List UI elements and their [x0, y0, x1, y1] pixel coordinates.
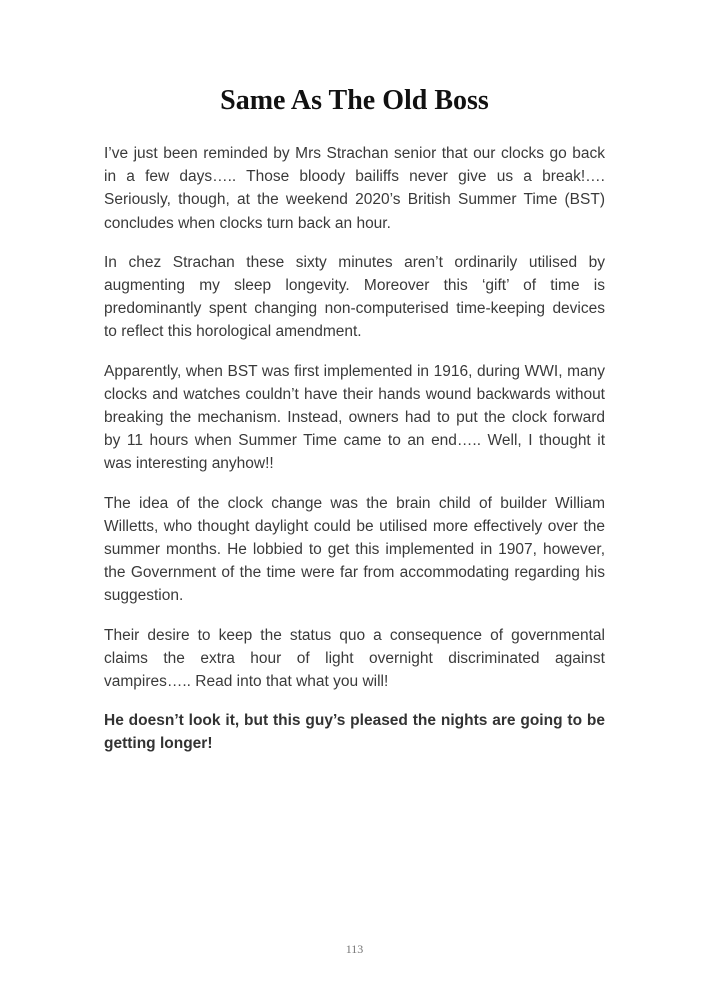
paragraph-5: Their desire to keep the status quo a consequence of governmental claims the extra hour of light overnight discriminated against vampires….. Read into that what you will!: [104, 626, 605, 691]
paragraph-3: Apparently, when BST was first implemented in 1916, during WWI, many clocks and watches couldn’t have their hands wound backwards without breaking the mechanism. Instead, owners had to put the clock forward by 11 hours when Summer Time came to an end….. Well, I thought it was interesting anyhow!!: [104, 362, 605, 473]
page-title: Same As The Old Boss: [220, 85, 489, 116]
closing-paragraph: He doesn’t look it, but this guy’s pleased the nights are going to be getting longer!: [104, 712, 605, 753]
article-body: [104, 142, 605, 772]
paragraph-1: I’ve just been reminded by Mrs Strachan senior that our clocks go back in a few days….. Those bloody bailiffs never give us a break!…. Seriously, though, at the weekend 2020’s British Summer Time (BST) concludes when clocks turn back an hour.: [104, 145, 605, 232]
paragraph-4: The idea of the clock change was the brain child of builder William Willetts, who thought daylight could be utilised more effectively over the summer months. He lobbied to get this implemented in 1907, however, the Government of the time were far from accommodating regarding his suggestion.: [104, 494, 605, 605]
paragraph-2: In chez Strachan these sixty minutes aren’t ordinarily utilised by augmenting my sleep longevity. Moreover this ‘gift’ of time is predominantly spent changing non-computerised time-keeping devices to reflect this horological amendment.: [104, 253, 605, 341]
page-number: 113: [345, 942, 364, 956]
